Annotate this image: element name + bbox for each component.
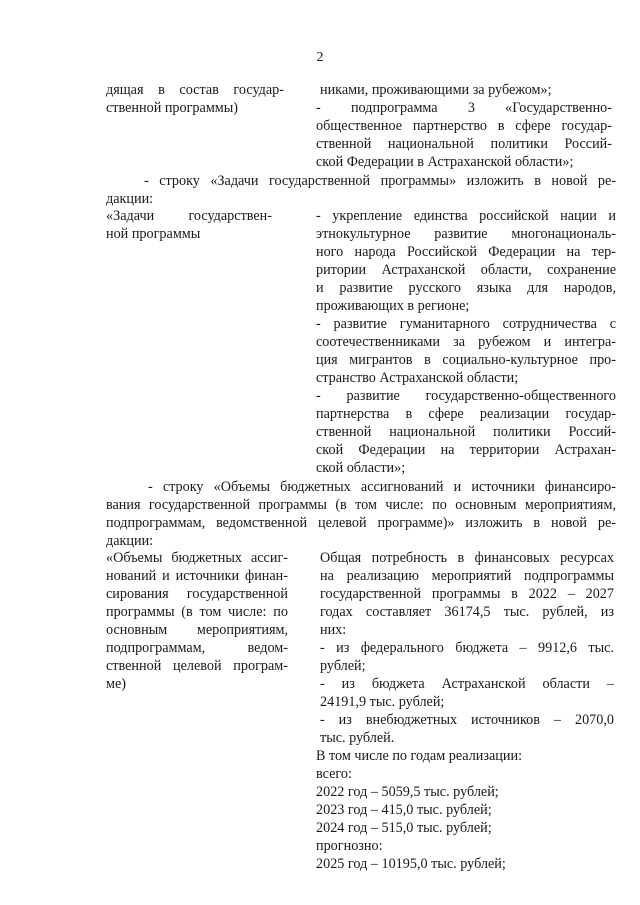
block3-left-line-8: ме): [106, 676, 126, 692]
block1-right-line-3: общественное партнерство в сфере государ-: [316, 118, 612, 134]
block3-right-line-11: тыс. рублей.: [320, 730, 395, 746]
block3-right-line-14: 2022 год – 5059,5 тыс. рублей;: [316, 784, 499, 800]
block3-left-line-7: ственной целевой програм-: [106, 658, 288, 674]
block2-right-line-5: и развитие русского языка для народов,: [316, 280, 616, 296]
block2-left-line-2: ной программы: [106, 226, 201, 242]
block2-right-line-10: странство Астраханской области;: [316, 370, 519, 386]
block3-right-line-2: на реализацию мероприятий подпрограммы: [320, 568, 614, 584]
block3-right-line-4: годах составляет 36174,5 тыс. рублей, из: [320, 604, 614, 620]
block3-left-line-2: нований и источники финан-: [106, 568, 288, 584]
block3-right-line-5: них:: [320, 622, 347, 638]
block3-right-line-8: - из бюджета Астраханской области –: [320, 676, 614, 692]
block2-right-line-14: ской Федерации на территории Астрахан-: [316, 442, 616, 458]
block3-right-line-17: прогнозно:: [316, 838, 383, 854]
block3-right-line-16: 2024 год – 515,0 тыс. рублей;: [316, 820, 492, 836]
block1-left-line-1: дящая в состав государ-: [106, 82, 284, 98]
block3-right-line-13: всего:: [316, 766, 352, 782]
paragraph1-line-2: дакции:: [106, 191, 154, 207]
block2-right-line-7: - развитие гуманитарного сотрудничества с: [316, 316, 616, 332]
block1-right-line-4: ственной национальной политики Россий-: [316, 136, 612, 152]
page-number: 2: [316, 50, 324, 65]
block3-right-line-15: 2023 год – 415,0 тыс. рублей;: [316, 802, 492, 818]
block1-right-line-5: ской Федерации в Астраханской области»;: [316, 154, 574, 170]
block3-left-line-1: «Объемы бюджетных ассиг-: [106, 550, 288, 566]
block2-right-line-13: ственной национальной политики Россий-: [316, 424, 616, 440]
block3-right-line-18: 2025 год – 10195,0 тыс. рублей;: [316, 856, 506, 872]
block3-left-line-6: подпрограммам, ведом-: [106, 640, 288, 656]
block3-right-line-7: рублей;: [320, 658, 366, 674]
block2-right-line-2: этнокультурное развитие многонациональ-: [316, 226, 616, 242]
block2-right-line-15: ской области»;: [316, 460, 406, 476]
block2-right-line-6: проживающих в регионе;: [316, 298, 470, 314]
block3-right-line-6: - из федерального бюджета – 9912,6 тыс.: [320, 640, 614, 656]
paragraph2-line-3: подпрограммам, ведомственной целевой программе)» изложить в новой ре-: [106, 515, 616, 531]
block1-right-line-2: - подпрограмма 3 «Государственно-: [316, 100, 612, 116]
block2-right-line-1: - укрепление единства российской нации и: [316, 208, 616, 224]
block1-right-line-1: никами, проживающими за рубежом»;: [320, 82, 552, 98]
paragraph2-line-2: вания государственной программы (в том числе: по основным мероприятиям,: [106, 497, 616, 513]
paragraph2-line-1: - строку «Объемы бюджетных ассигнований и источники финансиро-: [148, 479, 616, 495]
block2-right-line-11: - развитие государственно-общественного: [316, 388, 616, 404]
block3-left-line-5: основным мероприятиям,: [106, 622, 288, 638]
block3-right-line-1: Общая потребность в финансовых ресурсах: [320, 550, 614, 566]
block2-right-line-12: партнерства в сфере реализации государ-: [316, 406, 616, 422]
block2-left-line-1: «Задачи государствен-: [106, 208, 272, 224]
block3-right-line-3: государственной программы в 2022 – 2027: [320, 586, 614, 602]
block2-right-line-8: соотечественниками за рубежом и интегра-: [316, 334, 616, 350]
block2-right-line-4: ритории Астраханской области, сохранение: [316, 262, 616, 278]
block1-left-line-2: ственной программы): [106, 100, 239, 116]
block3-left-line-4: программы (в том числе: по: [106, 604, 288, 620]
block2-right-line-3: ного народа Российской Федерации на тер-: [316, 244, 616, 260]
block3-right-line-9: 24191,9 тыс. рублей;: [320, 694, 445, 710]
paragraph2-line-4: дакции:: [106, 533, 154, 549]
block3-right-line-12: В том числе по годам реализации:: [316, 748, 523, 764]
block3-left-line-3: сирования государственной: [106, 586, 288, 602]
block3-right-line-10: - из внебюджетных источников – 2070,0: [320, 712, 614, 728]
block2-right-line-9: ция мигрантов в социально-культурное про-: [316, 352, 616, 368]
paragraph1-line-1: - строку «Задачи государственной программы» изложить в новой ре-: [144, 173, 616, 189]
